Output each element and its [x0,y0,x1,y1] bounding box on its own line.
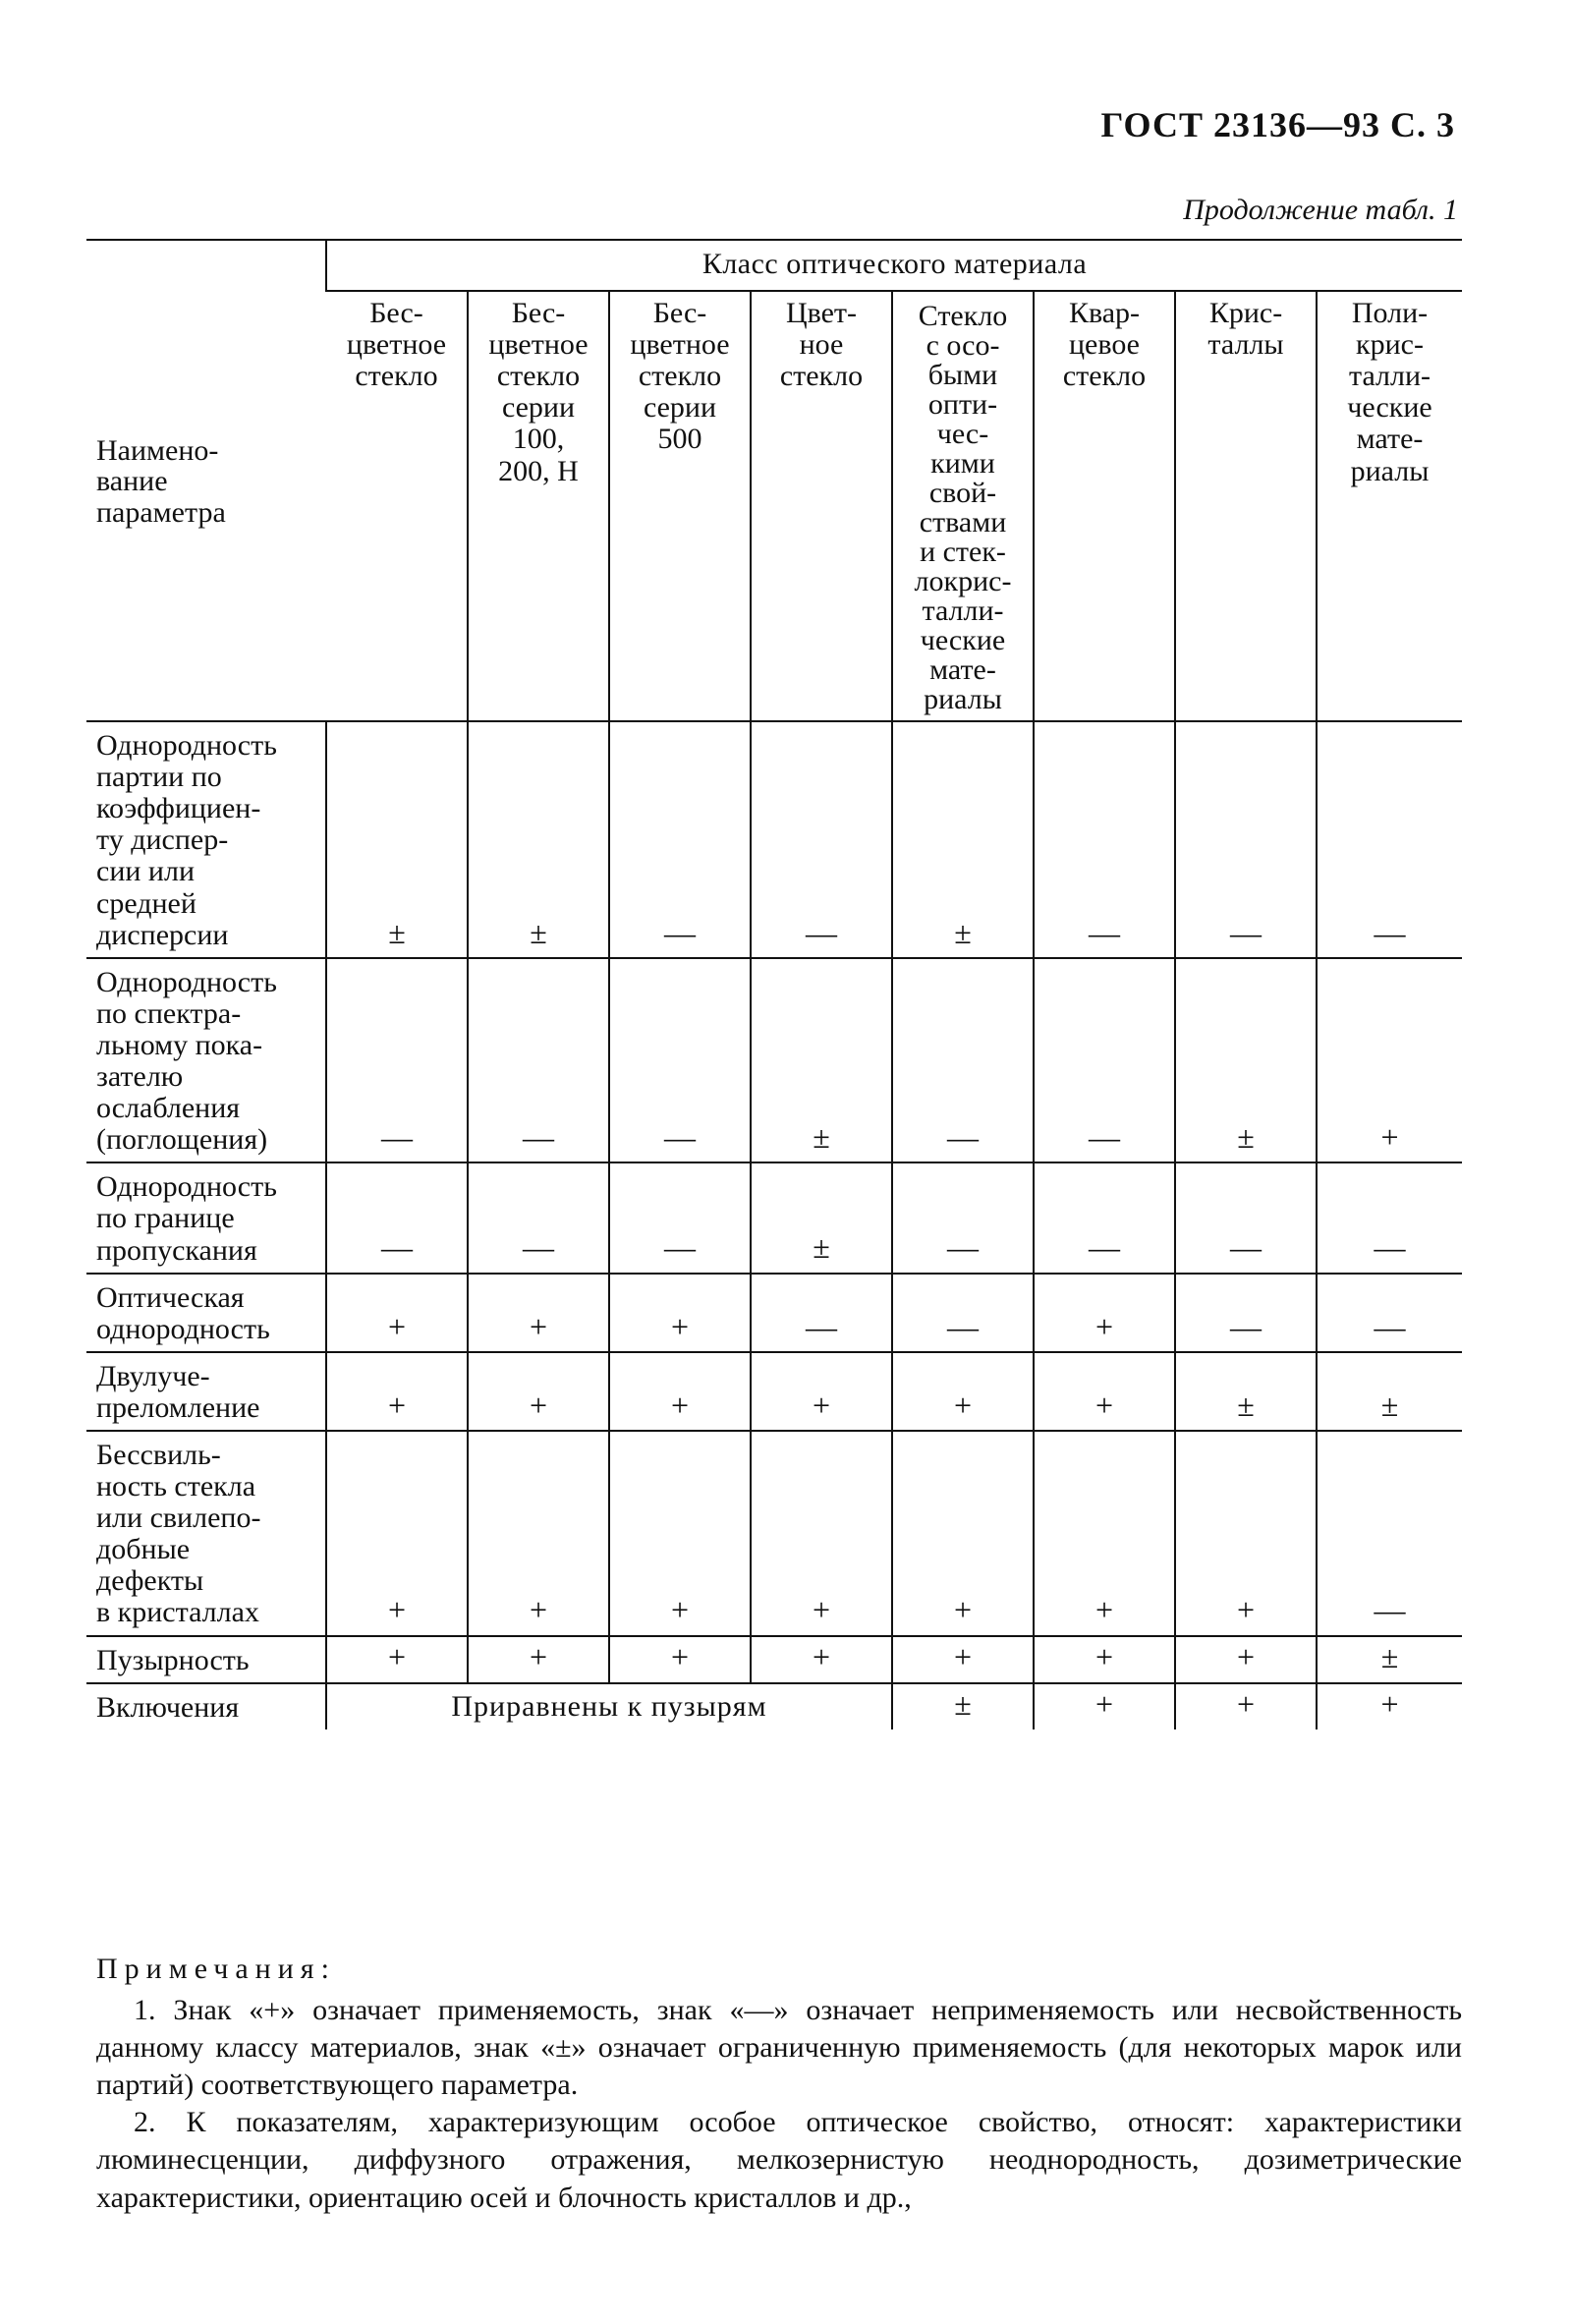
cell-value: + [326,1352,468,1431]
cell-value: + [751,1636,892,1683]
cell-value: ± [326,721,468,958]
merged-cell: Приравнены к пузырям [326,1683,892,1729]
cell-value: — [1175,1274,1317,1352]
cell-value: — [892,1162,1034,1273]
column-header: Поли- крис- талли- ческие мате- риалы [1317,291,1462,721]
cell-value: ± [1175,1352,1317,1431]
cell-value: + [326,1431,468,1636]
cell-value: ± [751,958,892,1163]
cell-value: ± [1317,1352,1462,1431]
cell-value: + [892,1352,1034,1431]
cell-value: ± [1317,1636,1462,1683]
cell-value: ± [1175,958,1317,1163]
cell-value: + [751,1431,892,1636]
cell-value: + [1175,1636,1317,1683]
cell-value: — [751,721,892,958]
table-row [86,958,1462,1163]
page-header: ГОСТ 23136—93 С. 3 [1100,105,1455,144]
cell-value: — [892,958,1034,1163]
column-header: Крис- таллы [1175,291,1317,721]
cell-value: — [326,958,468,1163]
cell-value: — [751,1274,892,1352]
cell-value: ± [892,1683,1034,1729]
column-header: Бес- цветное стекло серии 100, 200, Н [468,291,609,721]
cell-value: + [1034,1636,1175,1683]
cell-value: + [892,1636,1034,1683]
row-parameter-name: Пузырность [96,1643,250,1676]
notes-title: Примечания: [96,1953,336,1985]
cell-value: + [1034,1431,1175,1636]
note-1: 1. Знак «+» означает применяемость, знак «—» означает неприменяемость или несвойственность данному классу материалов, знак «±» означает ограниченную применяемость (для некоторых марок или партий) соответствующего параметра. [96,1994,1462,2102]
param-name-header: Наимено- вание параметра [96,433,226,529]
cell-value: — [326,1162,468,1273]
cell-value: + [468,1274,609,1352]
cell-value: + [326,1274,468,1352]
table-row [86,1352,1462,1431]
header-row-class [86,240,1462,291]
cell-value: ± [468,721,609,958]
cell-value: — [1317,1162,1462,1273]
note-2: 2. К показателям, характеризующим особое оптическое свойство, относят: характеристики люминесценции, диффузного отражения, мелкозернистую неоднородность, дозиметрические характеристики, ориентацию осей и блочность кристаллов и др., [96,2106,1462,2214]
cell-value: — [1034,721,1175,958]
notes [96,1951,1462,2217]
cell-value: — [1317,1431,1462,1636]
row-parameter-name: Однородность партии по коэффициен- ту диспер- сии или средней дисперсии [96,729,277,951]
cell-value: — [892,1274,1034,1352]
table-row [86,1162,1462,1273]
row-parameter-name: Включения [96,1690,240,1724]
cell-value: + [468,1431,609,1636]
table-row [86,1431,1462,1636]
cell-value: + [609,1352,751,1431]
cell-value: — [468,1162,609,1273]
row-parameter-name: Оптическая однородность [96,1280,270,1345]
column-header: Квар- цевое стекло [1034,291,1175,721]
cell-value: + [1317,1683,1462,1729]
cell-value: + [1175,1683,1317,1729]
cell-value: + [1034,1274,1175,1352]
cell-value: + [751,1352,892,1431]
row-parameter-name: Двулуче- преломление [96,1359,260,1424]
cell-value: + [609,1431,751,1636]
cell-value: — [468,958,609,1163]
cell-value: — [1034,958,1175,1163]
table-row [86,1274,1462,1352]
column-header: Цвет- ное стекло [751,291,892,721]
cell-value: + [1175,1431,1317,1636]
cell-value: + [1034,1683,1175,1729]
cell-value: + [468,1352,609,1431]
cell-value: — [609,958,751,1163]
cell-value: — [1175,721,1317,958]
cell-value: + [468,1636,609,1683]
table-row [86,721,1462,958]
table-row [86,1636,1462,1683]
cell-value: + [326,1636,468,1683]
parameters-table [86,239,1462,1729]
cell-value: — [609,721,751,958]
cell-value: — [609,1162,751,1273]
table-caption: Продолжение табл. 1 [1183,194,1458,226]
row-parameter-name: Однородность по спектра- льному пока- зателю ослабления (поглощения) [96,965,277,1157]
cell-value: ± [892,721,1034,958]
cell-value: + [1317,958,1462,1163]
column-header: Стекло с осо- быми опти- чес- кими свой- ствами и стек- локрис- талли- ческие мате- риалы [892,291,1034,721]
cell-value: + [609,1274,751,1352]
cell-value: + [892,1431,1034,1636]
cell-value: — [1175,1162,1317,1273]
table-row-inclusions [86,1683,1462,1729]
cell-value: ± [751,1162,892,1273]
cell-value: + [609,1636,751,1683]
cell-value: — [1034,1162,1175,1273]
cell-value: — [1317,1274,1462,1352]
class-header: Класс оптического материала [326,240,1462,291]
row-parameter-name: Бессвиль- ность стекла или свилепо- добные дефекты в кристаллах [96,1438,261,1629]
column-header: Бес- цветное стекло [346,297,447,393]
cell-value: — [1317,721,1462,958]
column-header: Бес- цветное стекло серии 500 [609,291,751,721]
cell-value: + [1034,1352,1175,1431]
row-parameter-name: Однородность по границе пропускания [96,1170,277,1267]
